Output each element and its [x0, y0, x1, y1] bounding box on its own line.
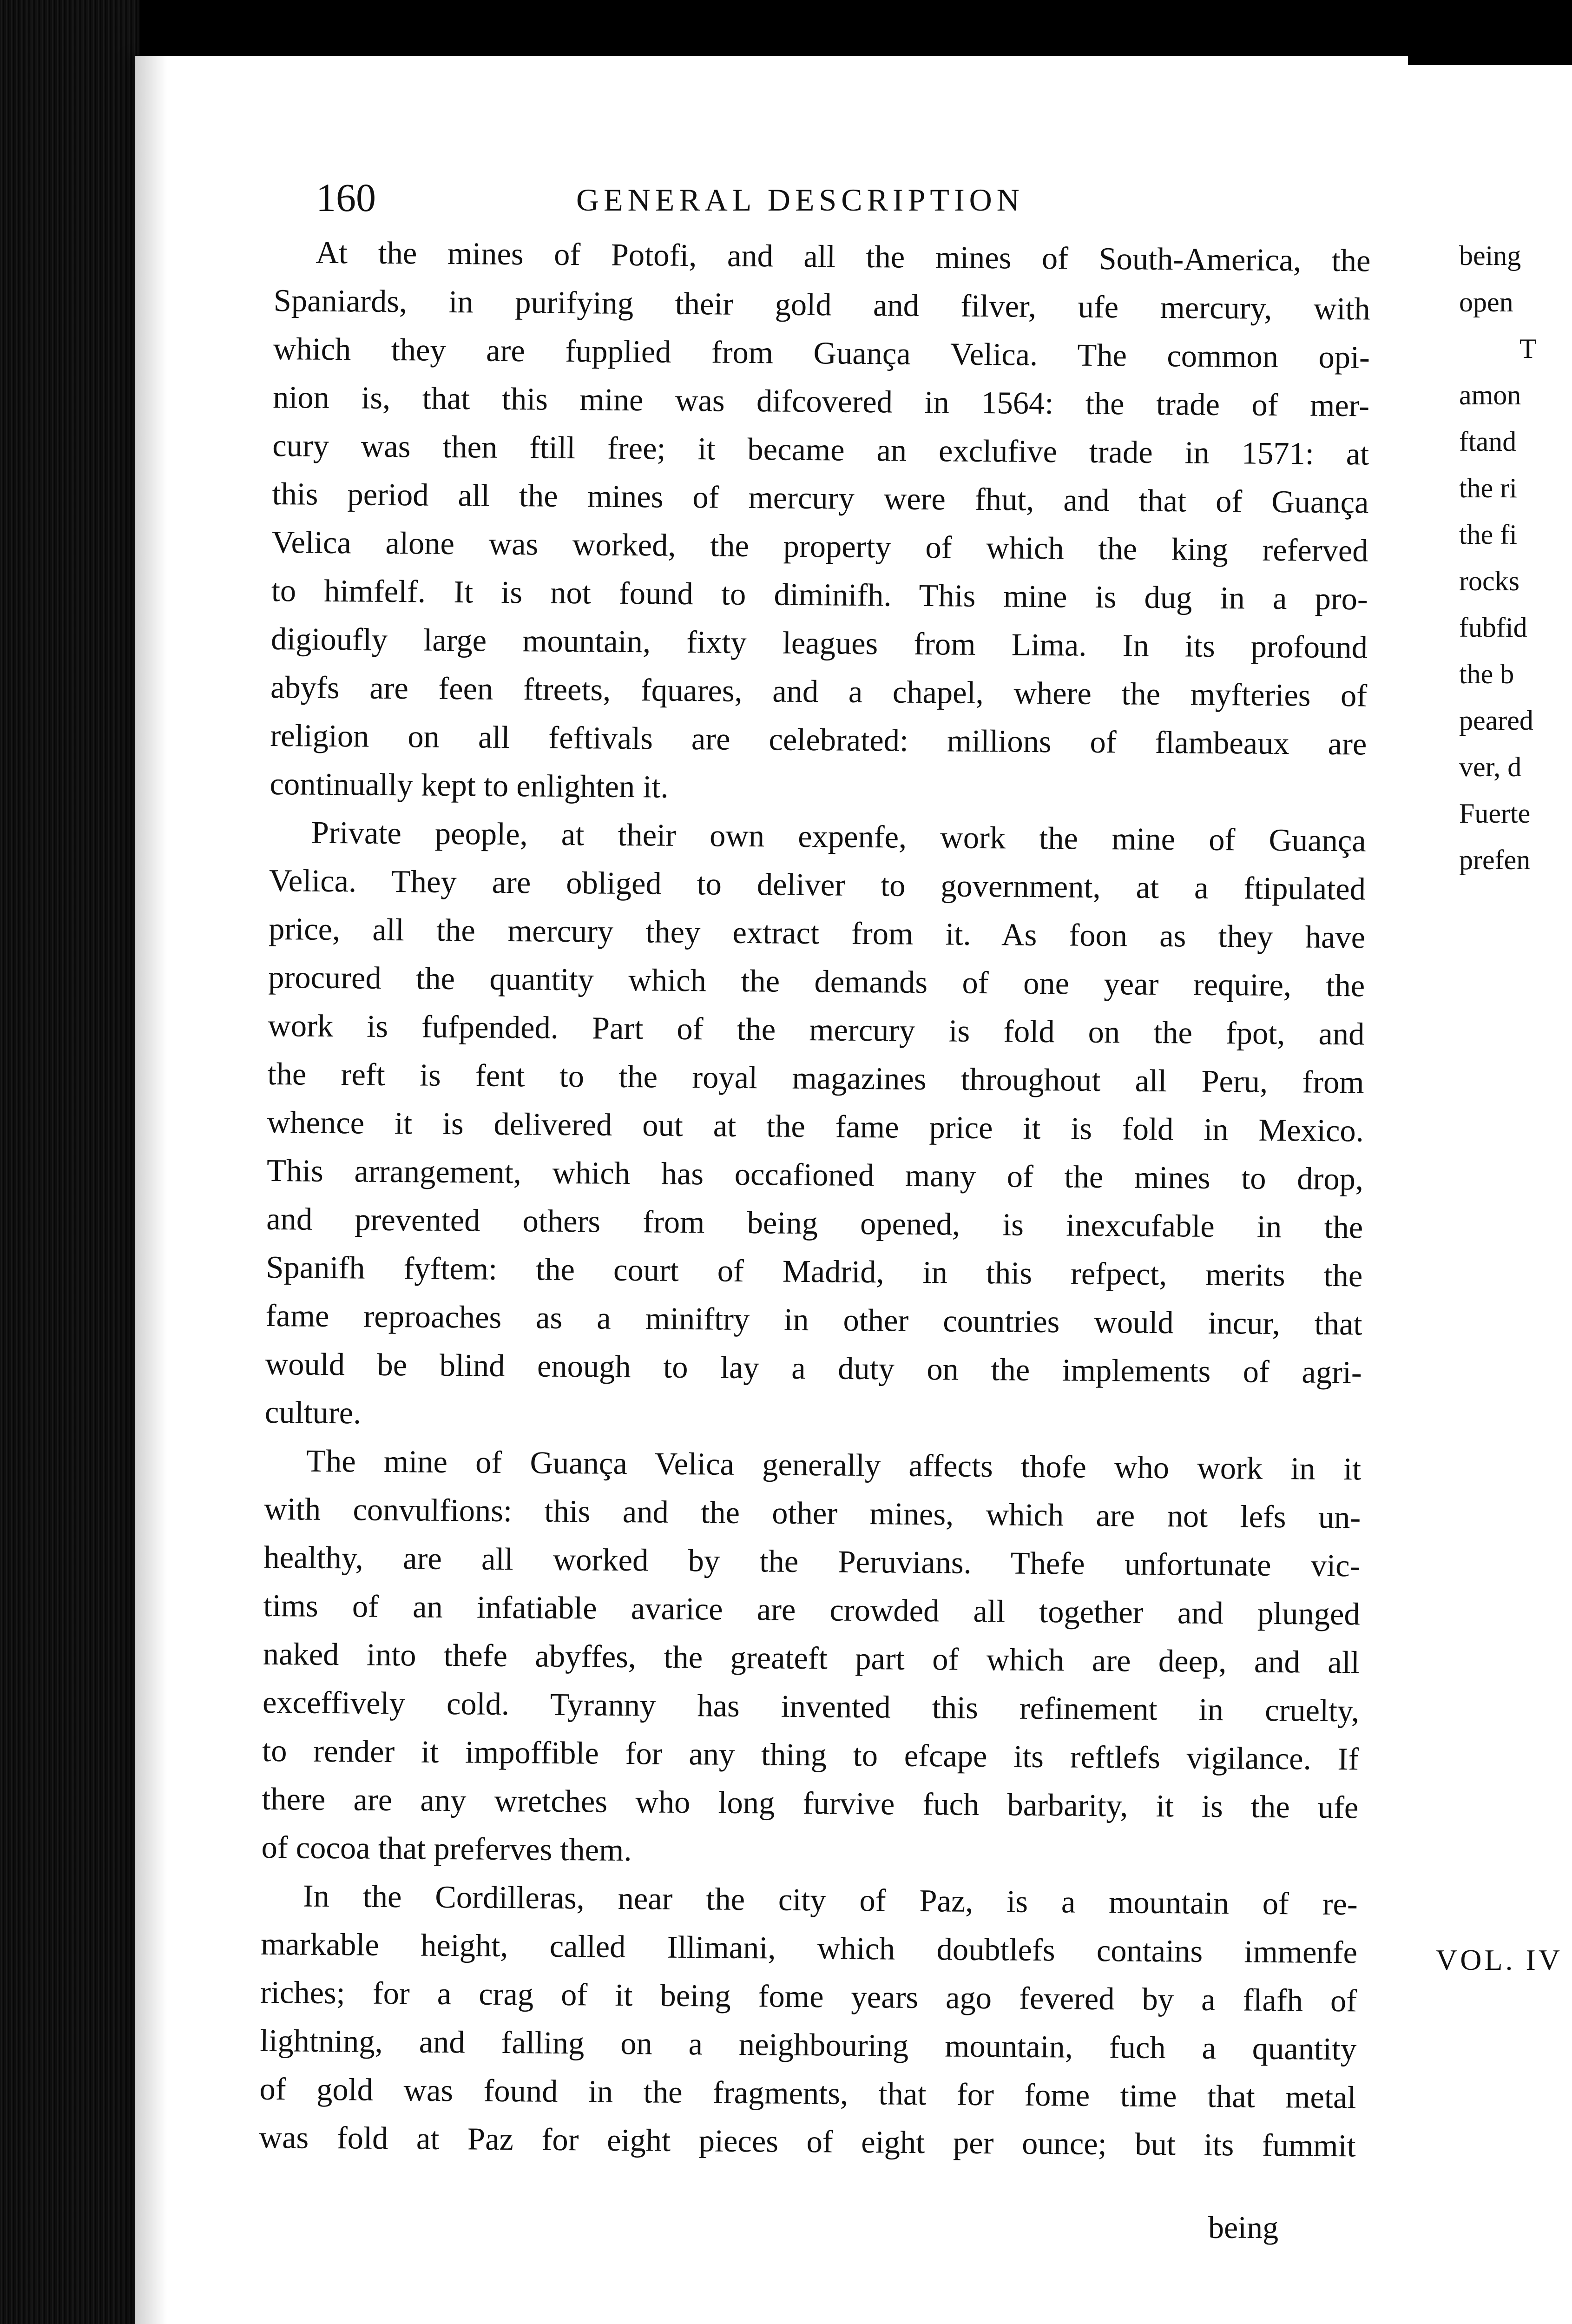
adjacent-text-fragment: the fi: [1459, 519, 1517, 550]
text-line: Velica alone was worked, the property of which the king referved: [271, 524, 1368, 568]
adjacent-text-fragment: fubfid: [1459, 612, 1527, 643]
text-line: there are any wretches who long furvive fuch barbarity, it is the ufe: [262, 1781, 1359, 1825]
text-line: At the mines of Potofi, and all the mines of South-America, the: [316, 234, 1371, 278]
adjacent-text-fragment: T: [1519, 333, 1537, 364]
book-page: [135, 56, 1408, 2324]
adjacent-text-fragment: the b: [1459, 659, 1514, 689]
text-line: abyfs are feen ftreets, fquares, and a chapel, where the myfteries of: [270, 669, 1368, 713]
text-line: to render it impoffible for any thing to efcape its reftlefs vigilance. If: [262, 1732, 1359, 1777]
text-line: was fold at Paz for eight pieces of eight per ounce; but its fummit: [259, 2119, 1356, 2164]
text-line: naked into thefe abyffes, the greateft part of which are deep, and all: [263, 1636, 1360, 1680]
text-line: to himfelf. It is not found to diminifh. This mine is dug in a pro-: [271, 572, 1368, 617]
adjacent-text-fragment: the ri: [1459, 473, 1517, 503]
text-line: In the Cordilleras, near the city of Paz, is a mountain of re-: [303, 1878, 1358, 1922]
body-text: [259, 228, 1371, 2170]
adjacent-text-fragment: ver, d: [1459, 752, 1522, 782]
text-line: cury was then ftill free; it became an exclufive trade in 1571: at: [272, 427, 1369, 472]
text-line: price, all the mercury they extract from it. As foon as they have: [268, 911, 1366, 955]
text-line: work is fufpended. Part of the mercury is fold on the fpot, and: [268, 1007, 1365, 1052]
adjacent-text-fragment: open: [1459, 287, 1513, 317]
text-line: which they are fupplied from Guança Velica. The common opi-: [273, 330, 1370, 375]
text-line: and prevented others from being opened, is inexcufable in the: [266, 1201, 1363, 1245]
text-line: with convulfions: this and the other mines, which are not lefs un-: [264, 1491, 1361, 1535]
adjacent-text-fragment: peared: [1459, 705, 1533, 736]
text-line: would be blind enough to lay a duty on the implements of agri-: [265, 1346, 1362, 1390]
text-line: whence it is delivered out at the fame price it is fold in Mexico.: [267, 1104, 1364, 1149]
catchword: being: [1208, 2210, 1279, 2245]
text-line: riches; for a crag of it being fome years ago fevered by a flafh of: [260, 1974, 1357, 2019]
scan-left-margin: [0, 0, 139, 2324]
text-line: of gold was found in the fragments, that for fome time that metal: [259, 2071, 1356, 2115]
text-line: healthy, are all worked by the Peruvians. Thefe unfortunate vic-: [263, 1539, 1361, 1584]
text-line: markable height, called Illimani, which doubtlefs contains immenfe: [260, 1926, 1358, 1970]
adjacent-text-fragment: amon: [1459, 380, 1521, 410]
text-line: procured the quantity which the demands of one year require, the: [268, 959, 1365, 1004]
text-line: This arrangement, which has occafioned many of the mines to drop,: [266, 1152, 1364, 1197]
adjacent-text-fragment: Fuerte: [1459, 798, 1531, 829]
text-line: culture.: [264, 1394, 362, 1431]
text-line: continually kept to enlighten it.: [270, 766, 669, 805]
text-line: religion on all feftivals are celebrated: millions of flambeaux are: [270, 717, 1367, 762]
adjacent-text-fragment: rocks: [1459, 566, 1519, 596]
text-line: The mine of Guança Velica generally affects thofe who work in it: [306, 1443, 1362, 1487]
text-line: lightning, and falling on a neighbouring mountain, fuch a quantity: [260, 2022, 1357, 2067]
text-line: tims of an infatiable avarice are crowded all together and plunged: [263, 1587, 1360, 1632]
adjacent-text-fragment: being: [1459, 240, 1521, 271]
text-line: of cocoa that preferves them.: [261, 1829, 632, 1868]
text-line: fame reproaches as a miniftry in other countries would incur, that: [265, 1297, 1362, 1342]
text-line: Spanifh fyftem: the court of Madrid, in this refpect, merits the: [266, 1249, 1363, 1294]
text-line: exceffively cold. Tyranny has invented this refinement in cruelty,: [262, 1684, 1360, 1729]
text-line: Velica. They are obliged to deliver to government, at a ftipulated: [269, 862, 1366, 907]
text-line: Private people, at their own expenfe, work the mine of Guança: [311, 814, 1367, 858]
text-line: this period all the mines of mercury were fhut, and that of Guança: [272, 475, 1369, 520]
page-number: 160: [316, 175, 376, 220]
adjacent-text-fragment: ftand: [1459, 426, 1517, 457]
adjacent-page-edge: [1408, 65, 1572, 2324]
running-head: GENERAL DESCRIPTION: [576, 182, 1024, 218]
adjacent-text-fragment: prefen: [1459, 845, 1531, 875]
volume-mark: VOL. IV: [1436, 1943, 1563, 1976]
text-line: nion is, that this mine was difcovered in 1564: the trade of mer-: [272, 379, 1370, 423]
page-header: [316, 172, 1245, 223]
text-line: Spaniards, in purifying their gold and filver, ufe mercury, with: [273, 282, 1371, 327]
text-line: the reft is fent to the royal magazines throughout all Peru, from: [267, 1056, 1364, 1100]
text-line: digioufly large mountain, fixty leagues from Lima. In its profound: [270, 621, 1368, 665]
